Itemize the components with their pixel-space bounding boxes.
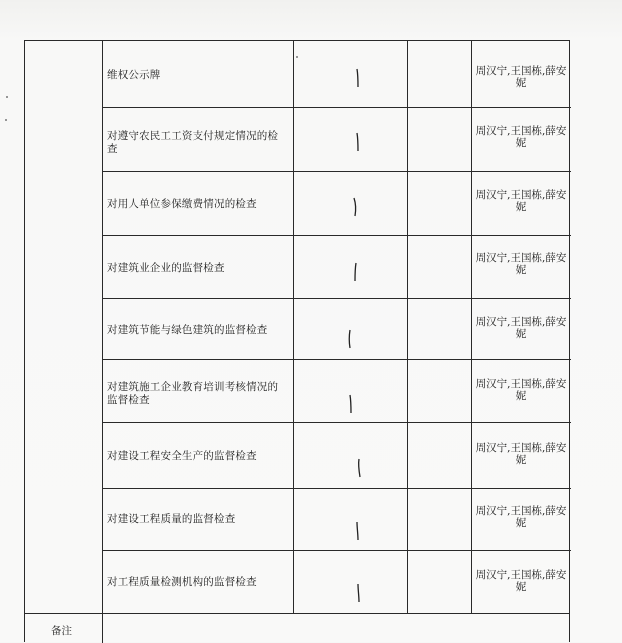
check-mark	[354, 582, 364, 604]
row-divider	[102, 359, 571, 360]
inspector-names: 周汉宁,王国栋,薛安妮	[475, 316, 567, 340]
column-divider	[407, 41, 408, 613]
inspector-names: 周汉宁,王国栋,薛安妮	[475, 569, 567, 593]
row-divider	[102, 488, 571, 489]
column-divider	[471, 41, 472, 613]
inspection-item: 维权公示牌	[107, 69, 161, 81]
inspector-names: 周汉宁,王国栋,薛安妮	[475, 125, 567, 149]
inspection-item: 对遵守农民工工资支付规定情况的检查	[107, 130, 279, 155]
column-divider	[293, 41, 294, 613]
row-divider	[25, 613, 570, 614]
row-divider	[102, 171, 571, 172]
inspector-names: 周汉宁,王国栋,薛安妮	[475, 505, 567, 529]
check-mark	[353, 131, 363, 153]
inspector-names: 周汉宁,王国栋,薛安妮	[475, 65, 567, 89]
inspector-names: 周汉宁,王国栋,薛安妮	[475, 189, 567, 213]
inspection-item: 对建筑施工企业教育培训考核情况的监督检查	[107, 381, 279, 406]
column-divider	[102, 41, 103, 643]
check-mark	[353, 520, 363, 542]
inspection-item: 对用人单位参保缴费情况的检查	[107, 198, 257, 210]
row-divider	[102, 107, 571, 108]
row-divider	[102, 235, 571, 236]
check-mark	[351, 196, 361, 218]
inspector-names: 周汉宁,王国栋,薛安妮	[475, 252, 567, 276]
check-mark	[345, 328, 355, 350]
row-divider	[102, 298, 571, 299]
inspector-names: 周汉宁,王国栋,薛安妮	[475, 442, 567, 466]
inspection-item: 对建设工程质量的监督检查	[107, 513, 236, 525]
row-divider	[102, 422, 571, 423]
check-mark	[351, 261, 361, 283]
check-mark	[355, 457, 365, 479]
inspector-names: 周汉宁,王国栋,薛安妮	[475, 378, 567, 402]
scan-speck	[6, 96, 8, 98]
remark-label: 备注	[51, 625, 72, 637]
inspection-table	[24, 40, 570, 642]
inspection-item: 对建设工程安全生产的监督检查	[107, 450, 257, 462]
inspection-item: 对建筑业企业的监督检查	[107, 262, 225, 274]
check-mark	[353, 67, 363, 89]
inspection-item: 对工程质量检测机构的监督检查	[107, 576, 257, 588]
inspection-item: 对建筑节能与绿色建筑的监督检查	[107, 324, 268, 336]
row-divider	[102, 550, 571, 551]
scan-speck	[5, 119, 7, 121]
check-mark	[346, 393, 356, 415]
